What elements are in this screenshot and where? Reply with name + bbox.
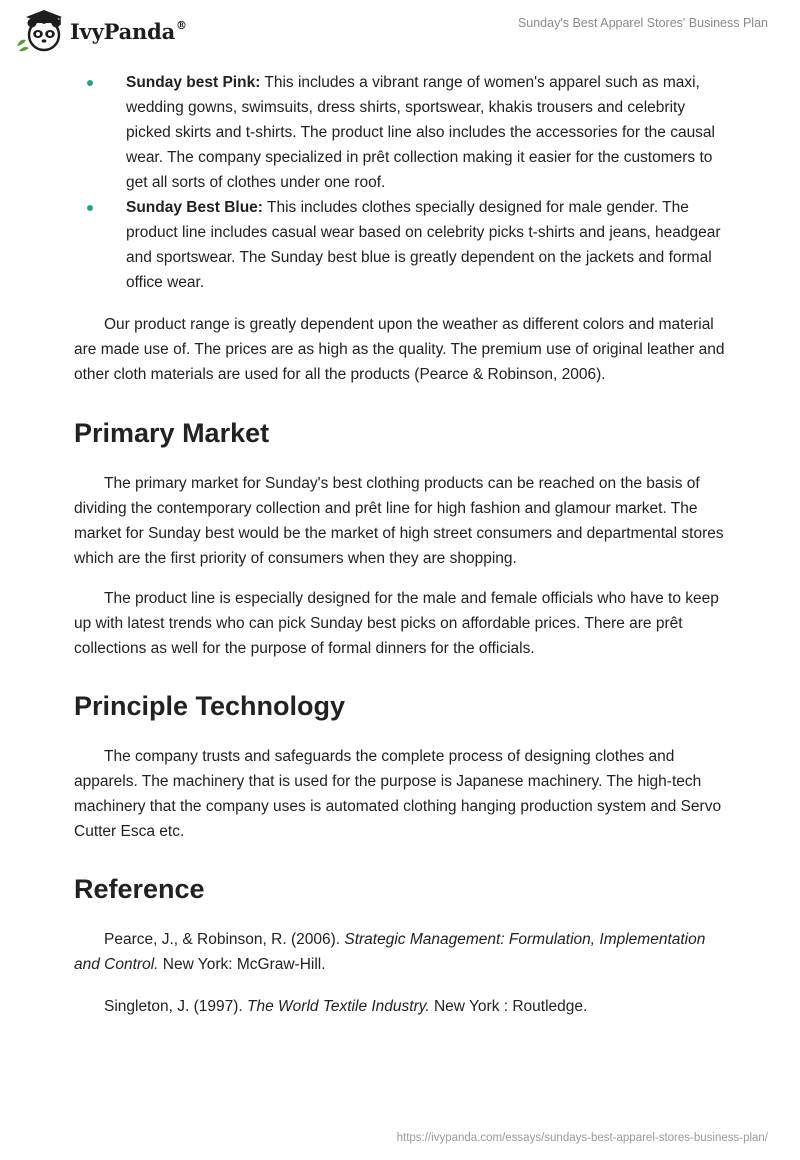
paragraph: Our product range is greatly dependent upon the weather as different colors and material are made use of. The prices are as high as the quality. The premium use of original leather and other cloth materials are used for all the products (Pearce & Robinson, 2006). <box>74 316 725 383</box>
bullet-dot-icon <box>87 80 93 86</box>
reference-entry <box>74 927 730 977</box>
registered-mark: ® <box>176 18 187 32</box>
reference-authors: Pearce, J., & Robinson, R. (2006). <box>104 931 345 948</box>
list-item-text: This includes a vibrant range of women's apparel such as maxi, wedding gowns, swimsuits, dress shirts, sportswear, khakis trousers and celebrity picked skirts and t-shirts. The product line also includes the accessories for the causal wear. The company specialized in prêt collection making it easier for the customers to get all sorts of clothes under one roof. <box>126 74 715 191</box>
reference-title: The World Textile Industry. <box>247 998 430 1015</box>
page-header <box>0 0 800 62</box>
list-item-term: Sunday Best Blue: <box>126 199 263 216</box>
section-heading-principle-technology: Principle Technology <box>74 691 346 721</box>
paragraph: The company trusts and safeguards the complete process of designing clothes and apparels. The machinery that is used for the purpose is Japanese machinery. The high-tech machinery that the company uses is automated clothing hanging production system and Servo Cutter Esca etc. <box>74 748 722 840</box>
reference-authors: Singleton, J. (1997). <box>104 998 248 1015</box>
list-item-text: This includes clothes specially designed for male gender. The product line includes casual wear based on celebrity picks t-shirts and jeans, headgear and sportswear. The Sunday best blue is greatly dependent on the jackets and formal office wear. <box>126 199 721 291</box>
reference-publisher: New York: McGraw-Hill. <box>158 956 326 973</box>
reference-title: Strategic Management: Formulation, Implementation and Control. <box>74 931 706 973</box>
section-heading-primary-market: Primary Market <box>74 418 270 448</box>
panda-graduation-cap-icon <box>14 8 68 54</box>
bullet-dot-icon <box>87 205 93 211</box>
essay-body <box>74 70 730 1019</box>
paragraph: The product line is especially designed for the male and female officials who have to keep up with latest trends who can pick Sunday best picks on affordable prices. There are prêt collections as well for the purpose of formal dinners for the officials. <box>74 590 719 657</box>
brand-text: IvyPanda <box>70 18 176 44</box>
section-heading-reference: Reference <box>74 874 205 904</box>
reference-entry <box>74 994 730 1019</box>
brand-name <box>70 19 187 44</box>
list-item <box>74 70 730 195</box>
reference-publisher: New York : Routledge. <box>429 998 588 1015</box>
paragraph: The primary market for Sunday's best clothing products can be reached on the basis of dividing the contemporary collection and prêt line for high fashion and glamour market. The market for Sunday best would be the market of high street consumers and departmental stores which are the first priority of consumers when they are shopping. <box>74 475 724 567</box>
list-item <box>74 195 730 295</box>
ivypanda-logo[interactable] <box>14 8 187 54</box>
product-lines-list <box>74 70 730 295</box>
document-title: Sunday's Best Apparel Stores' Business Plan <box>517 16 768 30</box>
source-url[interactable]: https://ivypanda.com/essays/sundays-best-apparel-stores-business-plan/ <box>396 1132 768 1144</box>
list-item-term: Sunday best Pink: <box>126 74 261 91</box>
